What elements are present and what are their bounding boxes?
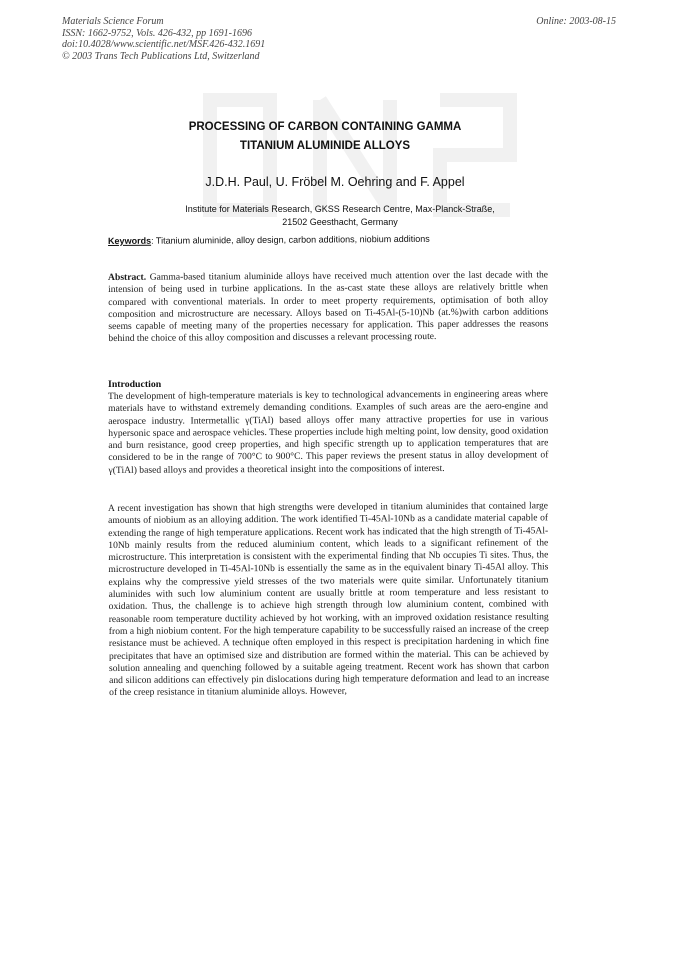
doi-line: doi:10.4028/www.scientific.net/MSF.426-432.1691 — [62, 39, 266, 50]
introduction-heading: Introduction — [108, 379, 162, 390]
journal-info — [62, 16, 265, 62]
issn-line: ISSN: 1662-9752, Vols. 426-432, pp 1691-1696 — [62, 27, 252, 39]
introduction-paragraph-2: A recent investigation has shown that high strengths were developed in titanium aluminides that contained large amounts of niobium as an alloying addition. The work identified Ti-45Al-10Nb as a candidate material capable of extending the range of high temperature applications. Recent work has indicated that the high strength of Ti-45Al-10Nb mainly results from the reduced aluminium content, which leads to a significant refinement of the microstructure. This interpretation is consistent with the experimental finding that Nb occupies Ti sites. Thus, the microstructure developed in Ti-45Al-10Nb is essentially the same as in the equivalent binary Ti-45Al alloy. This explains why the compressive yield stresses of the two materials were quite similar. Unfortunately titanium aluminides with such low aluminium content are usually brittle at room temperature and less resistant to oxidation. Thus, the challenge is to achieve high strength through low aluminium content, combined with reasonable room temperature ductility achieved by hot working, with an improved oxidation resistance resulting from a high niobium content. For the high temperature capability to be successfully raised an increase of the creep resistance must be achieved. A technique often employed in this respect is precipitation hardening in which fine precipitates that have an optimised size and distribution are formed within the material. This can be achieved by solution annealing and quenching followed by a suitable ageing treatment. Recent work has shown that carbon and silicon additions can effectively pin dislocations during high temperature deformation and lead to an increase of the creep resistance in titanium aluminide alloys. However, — [108, 500, 550, 699]
abstract-text: Gamma-based titanium aluminide alloys have received much attention over the last decade with the intension of being used in turbine applications. In the as-cast state these alloys are relatively brittle when compared with conventional materials. In order to meet property requirements, optimisation of both alloy composition and microstructure are necessary. Alloys based on Ti-45Al-(5-10)Nb (at.%)with carbon additions seems capable of meeting many of the properties necessary for application. This paper addresses the reasons behind the choice of this alloy composition and discusses a relevant processing route. — [108, 269, 549, 345]
affiliation-line-1: Institute for Materials Research, GKSS Research Centre, Max-Planck-Straße, — [185, 204, 495, 214]
abstract — [108, 269, 548, 345]
keywords — [108, 234, 430, 246]
paper-title — [160, 118, 490, 156]
keywords-text: : Titanium aluminide, alloy design, carbon additions, niobium additions — [151, 233, 430, 246]
affiliation — [130, 203, 550, 228]
title-line-2: TITANIUM ALUMINIDE ALLOYS — [239, 140, 411, 152]
abstract-label: Abstract. — [108, 271, 147, 283]
journal-name: Materials Science Forum — [62, 16, 164, 27]
title-line-1: PROCESSING OF CARBON CONTAINING GAMMA — [188, 121, 462, 133]
affiliation-line-2: 21502 Geesthacht, Germany — [282, 216, 398, 227]
authors: J.D.H. Paul, U. Fröbel M. Oehring and F. Appel — [205, 175, 465, 189]
online-date: Online: 2003-08-15 — [536, 16, 616, 27]
introduction-paragraph-1: The development of high-temperature materials is key to technological advancements in engineering areas where materials have to withstand extremely demanding conditions. Examples of such areas are the aero-engine and aerospace industry. Intermetallic γ(TiAl) based alloys offer many attractive properties for use in various hypersonic space and aerospace vehicles. These properties include high melting point, low density, good oxidation and burn resistance, good creep properties, and high specific strength up to application temperatures that are considered to be in the range of 700°C to 900°C. This paper reviews the present status in alloy development of γ(TiAl) based alloys and provides a theoretical insight into the compositions of interest. — [108, 388, 549, 476]
keywords-label: Keywords — [108, 235, 152, 246]
copyright-line: © 2003 Trans Tech Publications Ltd, Switzerland — [62, 50, 260, 62]
